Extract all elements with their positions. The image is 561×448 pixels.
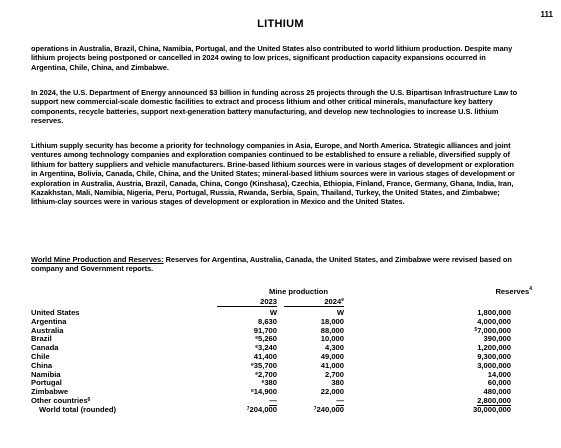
paragraph-world-production bbox=[31, 255, 521, 274]
header-reserves-label: Reserves bbox=[495, 287, 530, 296]
production-2024-text: 88,000 bbox=[320, 325, 344, 335]
table-row bbox=[31, 388, 531, 397]
reserves-text: 3,000,000 bbox=[477, 360, 511, 370]
header-year-2024-footnote: e bbox=[341, 297, 344, 303]
table-body bbox=[31, 309, 531, 415]
page-number: 111 bbox=[540, 10, 553, 19]
production-2023-value bbox=[255, 370, 277, 379]
production-2023-text: 5,260 bbox=[257, 334, 277, 344]
production-2023-value bbox=[251, 387, 277, 396]
production-2024-text: 41,000 bbox=[320, 360, 344, 370]
production-2023-text: 14,900 bbox=[253, 387, 277, 397]
table-row bbox=[31, 335, 531, 344]
production-2024-value bbox=[321, 317, 344, 326]
production-2024-value bbox=[325, 370, 344, 379]
production-2024 bbox=[284, 406, 344, 415]
production-2023-text: 8,630 bbox=[257, 316, 277, 326]
production-2023-value bbox=[270, 308, 277, 317]
table-row bbox=[31, 318, 531, 327]
production-2023-value bbox=[262, 378, 277, 387]
production-2024-value bbox=[314, 405, 344, 414]
country-name-text: Portugal bbox=[31, 378, 62, 388]
reserves-text: 480,000 bbox=[483, 387, 511, 397]
production-2023-text: 35,700 bbox=[253, 360, 277, 370]
reserves-value bbox=[474, 326, 511, 335]
reserves-value bbox=[477, 317, 511, 326]
header-mine-production: Mine production bbox=[269, 287, 329, 296]
country-name-text: Australia bbox=[31, 325, 64, 335]
production-2023-value bbox=[247, 405, 277, 414]
reserves-value bbox=[488, 370, 511, 379]
production-2024-value bbox=[337, 308, 344, 317]
table-row bbox=[31, 353, 531, 362]
production-2023 bbox=[217, 406, 277, 415]
reserves-value bbox=[473, 405, 511, 414]
production-2024-text: 10,000 bbox=[320, 334, 344, 344]
production-2023-text: 380 bbox=[264, 378, 277, 388]
paragraph-doe-funding: In 2024, the U.S. Department of Energy announced $3 billion in funding across 25 projects through the U.S. Bipartisan Infrastructure Law to support new commercial-scale domestic facilities to extract and process lithium and other critical minerals, manufacture key battery components, recycle batteries, support next-generation battery manufacturing, and develop new technologies to increase U.S. lithium reserves. bbox=[31, 88, 518, 126]
header-year-2024 bbox=[284, 297, 344, 307]
production-2023 bbox=[217, 388, 277, 397]
reserves-text: 2,800,000 bbox=[477, 395, 511, 405]
table-row bbox=[31, 379, 531, 388]
header-year-2023: 2023 bbox=[217, 297, 277, 307]
country-name-text: Namibia bbox=[31, 369, 61, 379]
reserves-value bbox=[484, 334, 511, 343]
reserves-text: 9,300,000 bbox=[477, 351, 511, 361]
production-2024-text: 2,700 bbox=[324, 369, 344, 379]
paragraph-supply-security: Lithium supply security has become a priority for technology companies in Asia, Europe, and North America. Strategic alliances and joint ventures among technology companies and exploration companies continued to be established to ensure a reliable, diversified supply of lithium for battery suppliers and vehicle manufacturers. Brine-based lithium sources were in various stages of development or exploration in Argentina, Bolivia, Canada, Chile, China, and the United States; mineral-based lithium sources were in various stages of development or exploration in Australia, Austria, Brazil, Canada, China, Congo (Kinshasa), Czechia, Ethiopia, Finland, France, Germany, Ghana, India, Iran, Kazakhstan, Mali, Namibia, Nigeria, Peru, Portugal, Russia, Rwanda, Serbia, Spain, Thailand, Turkey, the United States, and Zimbabwe; lithium-clay sources were in various stages of development or exploration in Mexico and the United States. bbox=[31, 141, 515, 207]
country-name-text: Argentina bbox=[31, 316, 67, 326]
production-2023-text: W bbox=[269, 308, 277, 317]
production-2023-text: 204,000 bbox=[249, 404, 277, 414]
reserves-text: 4,000,000 bbox=[477, 316, 511, 326]
production-2023-footnote: e bbox=[250, 361, 254, 368]
production-2024-value bbox=[321, 334, 344, 343]
section-heading: World Mine Production and Reserves: bbox=[31, 255, 164, 264]
paragraph-operations: operations in Australia, Brazil, China, Namibia, Portugal, and the United States also contributed to world lithium production. Despite many lithium projects being postponed or cancelled in 2024 owing to low prices, significant production capacity expansions occurred in Argentina, Chile, China, and Zimbabwe. bbox=[31, 44, 513, 72]
reserves-footnote: 5 bbox=[474, 326, 478, 333]
reserves-text: 390,000 bbox=[483, 334, 511, 344]
table-row bbox=[31, 344, 531, 353]
header-reserves-footnote: 4 bbox=[529, 286, 532, 292]
production-2024-text: 18,000 bbox=[320, 316, 344, 326]
production-2024-text: 240,000 bbox=[316, 404, 344, 414]
production-2024-text: — bbox=[336, 395, 344, 405]
header-year-2024-label: 2024 bbox=[324, 297, 342, 306]
country-name-text: China bbox=[31, 360, 53, 370]
production-2024-text: W bbox=[336, 308, 344, 317]
production-2023-text: — bbox=[269, 395, 277, 405]
table-row bbox=[31, 362, 531, 371]
production-2024-value bbox=[321, 326, 344, 335]
country-name-text: Brazil bbox=[31, 334, 52, 344]
production-2023-value bbox=[254, 326, 277, 335]
reserves-value bbox=[477, 343, 511, 352]
reserves-text: 7,000,000 bbox=[477, 325, 511, 335]
production-2024-text: 4,300 bbox=[324, 343, 344, 353]
production-2024-text: 22,000 bbox=[320, 387, 344, 397]
production-2024 bbox=[284, 388, 344, 397]
production-2024-value bbox=[325, 343, 344, 352]
production-2023-value bbox=[255, 343, 277, 352]
production-2024-value bbox=[321, 352, 344, 361]
reserves-value bbox=[477, 308, 511, 317]
section-body: Reserves for Argentina, Australia, Canada, the United States, and Zimbabwe were revised based on company and Government reports. bbox=[31, 255, 512, 274]
production-2023-value bbox=[251, 361, 277, 370]
table-row bbox=[31, 406, 531, 415]
production-2024-value bbox=[321, 361, 344, 370]
production-2024-text: 380 bbox=[331, 378, 344, 388]
production-2023-footnote: 7 bbox=[246, 405, 250, 412]
country-footnote: 6 bbox=[87, 396, 91, 403]
reserves-text: 30,000,000 bbox=[472, 404, 511, 414]
production-2023-text: 3,240 bbox=[257, 343, 277, 353]
country-name-text: Other countries bbox=[31, 395, 88, 405]
production-2023-footnote: e bbox=[255, 335, 258, 342]
production-2023-value bbox=[255, 334, 277, 343]
reserves-value bbox=[488, 378, 511, 387]
production-2023-value bbox=[258, 317, 277, 326]
production-2024-text: 49,000 bbox=[320, 351, 344, 361]
production-2024-value bbox=[321, 387, 344, 396]
page-title: LITHIUM bbox=[257, 18, 304, 30]
country-name-text: World total (rounded) bbox=[39, 404, 117, 414]
country-name-text: Canada bbox=[31, 343, 59, 353]
country-name bbox=[39, 406, 116, 415]
country-name-text: United States bbox=[31, 308, 80, 317]
production-2023-footnote: e bbox=[255, 344, 258, 351]
table-year-header bbox=[31, 297, 531, 307]
reserves-text: 14,000 bbox=[487, 369, 511, 379]
table-row bbox=[31, 327, 531, 336]
reserves bbox=[451, 406, 511, 415]
header-reserves bbox=[495, 287, 532, 296]
production-2024-value bbox=[331, 378, 344, 387]
country-name-text: Zimbabwe bbox=[31, 387, 69, 397]
production-2023-text: 2,700 bbox=[257, 369, 277, 379]
reserves-text: 1,800,000 bbox=[477, 308, 511, 317]
production-2023-footnote: e bbox=[261, 379, 265, 386]
reserves-value bbox=[477, 352, 511, 361]
reserves-value bbox=[477, 361, 511, 370]
country-name-text: Chile bbox=[31, 351, 50, 361]
reserves-value bbox=[484, 387, 511, 396]
table-row bbox=[31, 309, 531, 318]
reserves-text: 60,000 bbox=[487, 378, 511, 388]
production-2023-text: 41,400 bbox=[253, 351, 277, 361]
reserves-text: 1,200,000 bbox=[477, 343, 511, 353]
table-header bbox=[31, 287, 531, 297]
production-2023-text: 91,700 bbox=[253, 325, 277, 335]
production-2023-value bbox=[254, 352, 277, 361]
production-2023-footnote: e bbox=[255, 370, 258, 377]
production-2023-footnote: e bbox=[250, 388, 254, 395]
table-row bbox=[31, 371, 531, 380]
production-2024-footnote: 7 bbox=[313, 405, 317, 412]
